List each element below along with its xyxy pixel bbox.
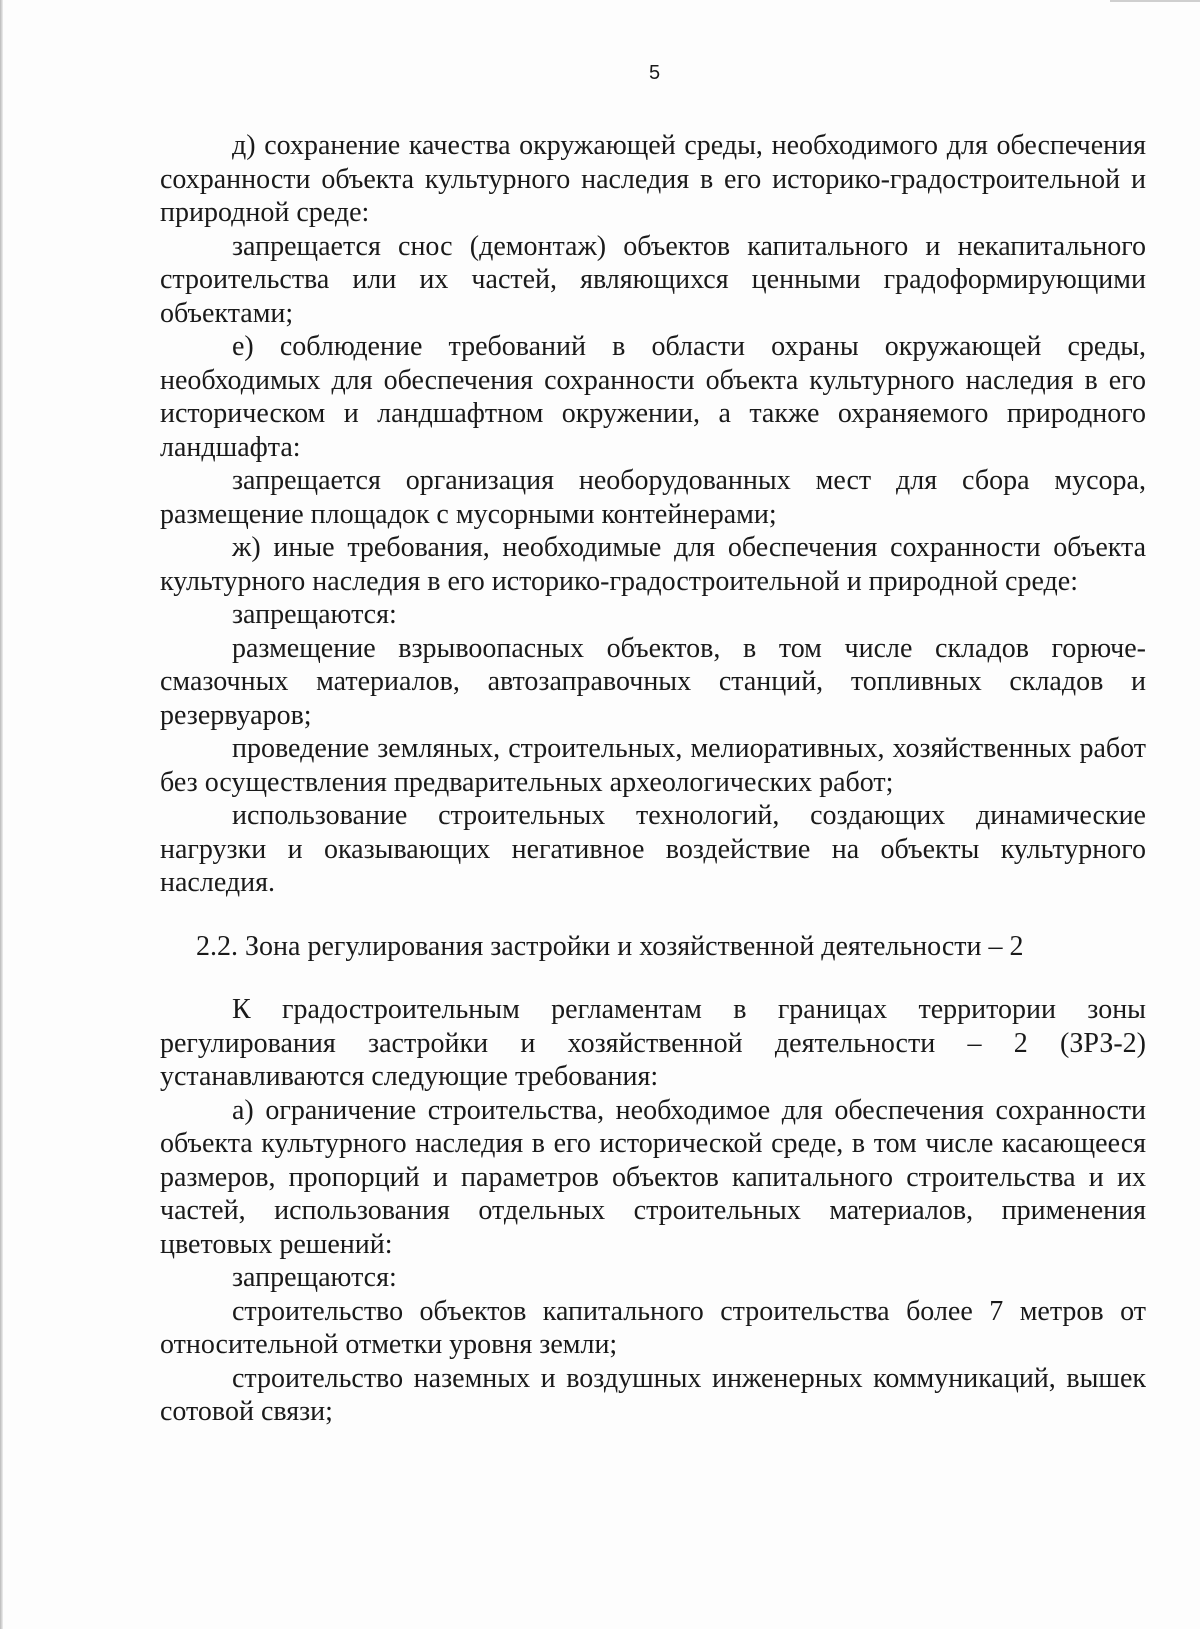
paragraph-earthworks-ban: проведение земляных, строительных, мелиоративных, хозяйственных работ без осуществления предварительных археологических работ;	[160, 733, 1146, 798]
paragraph-demolition-ban: запрещается снос (демонтаж) объектов капитального и некапитального строительства или их частей, являющихся ценными градоформирующими объектами;	[160, 230, 1146, 329]
paragraph-zh-other: ж) иные требования, необходимые для обеспечения сохранности объекта культурного наследия в его историко-градостроительной и природной среде:	[160, 532, 1146, 597]
paragraph-dynamic-loads-ban: использование строительных технологий, создающих динамические нагрузки и оказывающих негативное воздействие на объекты культурного наследия.	[160, 800, 1146, 898]
paragraph-d-preservation: д) сохранение качества окружающей среды, необходимого для обеспечения сохранности объекта культурного наследия в его историко-градостроительной и природной среде:	[160, 130, 1146, 228]
paragraph-prohibited-label: запрещаются:	[232, 599, 397, 630]
paragraph-waste-ban: запрещается организация необорудованных мест для сбора мусора, размещение площадок с мусорными контейнерами;	[160, 465, 1146, 530]
paragraph-zrz2-intro: К градостроительным регламентам в границах территории зоны регулирования застройки и хозяйственной деятельности – 2 (ЗРЗ-2) устанавливаются следующие требования:	[160, 994, 1146, 1092]
page-number: 5	[648, 62, 662, 84]
scan-top-mark	[1110, 0, 1200, 2]
paragraph-communications-ban: строительство наземных и воздушных инженерных коммуникаций, вышек сотовой связи;	[160, 1362, 1146, 1427]
paragraph-explosive-ban: размещение взрывоопасных объектов, в том числе складов горюче-смазочных материалов, автозаправочных станций, топливных складов и резервуаров;	[160, 632, 1146, 731]
paragraph-height-limit: строительство объектов капитального строительства более 7 метров от относительной отметки уровня земли;	[160, 1295, 1146, 1360]
paragraph-a-restriction: а) ограничение строительства, необходимое для обеспечения сохранности объекта культурного наследия в его исторической среде, в том числе касающееся размеров, пропорций и параметров объектов капитального строительства и их частей, использования отдельных строительных материалов, применения цветовых решений:	[160, 1094, 1146, 1260]
section-heading: 2.2. Зона регулирования застройки и хозяйственной деятельности – 2	[196, 930, 1024, 962]
paragraph-prohibited-label-2: запрещаются:	[232, 1262, 397, 1293]
scan-edge-shadow	[0, 0, 3, 1629]
paragraph-e-environment: е) соблюдение требований в области охраны окружающей среды, необходимых для обеспечения сохранности объекта культурного наследия в его историческом и ландшафтном окружении, а также охраняемого природного ландшафта:	[160, 331, 1146, 463]
document-body	[160, 129, 1146, 1429]
